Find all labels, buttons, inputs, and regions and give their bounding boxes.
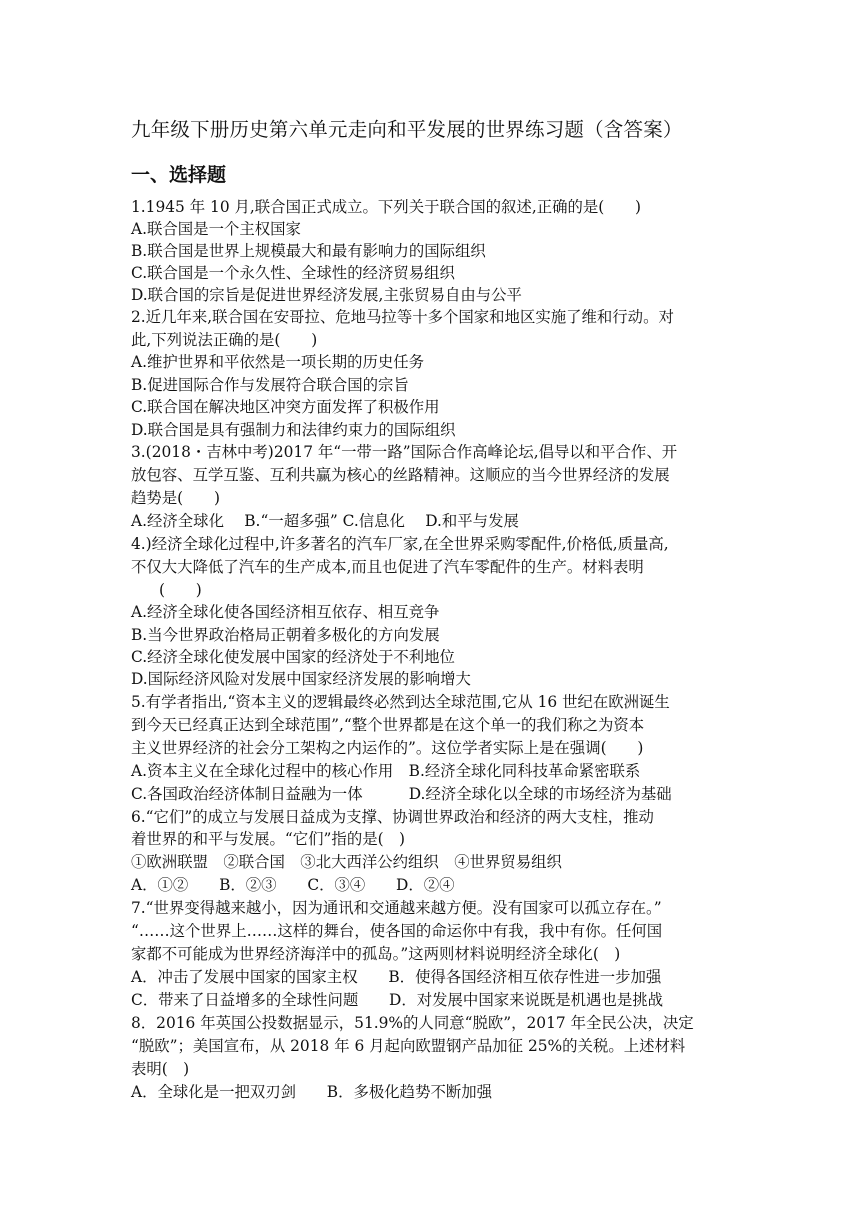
question-6-stem-cont: 着世界的和平与发展。“它们”指的是( )	[131, 830, 405, 848]
question-8-stem-end: 表明( )	[131, 1060, 190, 1078]
question-3-stem-end: 趋势是( )	[131, 489, 220, 507]
question-5-stem-end: 主义世界经济的社会分工架构之内运作的”。这位学者实际上是在强调( )	[131, 739, 644, 757]
question-8-options-ab: A．全球化是一把双刃剑 B．多极化趋势不断加强	[131, 1083, 493, 1101]
question-2-option-b: B.促进国际合作与发展符合联合国的宗旨	[131, 376, 409, 394]
document-title: 九年级下册历史第六单元走向和平发展的世界练习题（含答案）	[131, 118, 683, 141]
question-2-option-d: D.联合国是具有强制力和法律约束力的国际组织	[131, 421, 456, 439]
question-7-stem: 7.“世界变得越来越小，因为通讯和交通越来越方便。没有国家可以孤立存在。”	[131, 899, 662, 917]
question-1-option-c: C.联合国是一个永久性、全球性的经济贸易组织	[131, 264, 455, 282]
question-4-stem-cont: 不仅大大降低了汽车的生产成本,而且也促进了汽车零配件的生产。材料表明	[131, 558, 644, 576]
question-1-option-d: D.联合国的宗旨是促进世界经济发展,主张贸易自由与公平	[131, 286, 522, 304]
question-3-stem-cont: 放包容、互学互鉴、互利共赢为核心的丝路精神。这顺应的当今世界经济的发展	[131, 466, 670, 484]
question-1-stem: 1.1945 年 10 月,联合国正式成立。下列关于联合国的叙述,正确的是( )	[131, 198, 642, 216]
question-5-options-ab: A.资本主义在全球化过程中的核心作用 B.经济全球化同科技革命紧密联系	[131, 762, 641, 780]
question-7-stem-cont: “……这个世界上……这样的舞台，使各国的命运你中有我，我中有你。任何国	[131, 922, 663, 940]
question-7-stem-end: 家都不可能成为世界经济海洋中的孤岛。”这两则材料说明经济全球化( )	[131, 945, 621, 963]
question-4-stem: 4.)经济全球化过程中,许多著名的汽车厂家,在全世界采购零配件,价格低,质量高,	[131, 535, 669, 553]
question-2-stem-cont: 此,下列说法正确的是( )	[131, 331, 318, 349]
question-2-option-a: A.维护世界和平依然是一项长期的历史任务	[131, 353, 425, 371]
question-3-stem: 3.(2018・吉林中考)2017 年“一带一路”国际合作高峰论坛,倡导以和平合作、开	[131, 443, 678, 461]
question-7-options-ab: A．冲击了发展中国家的国家主权 B．使得各国经济相互依存性进一步加强	[131, 968, 662, 986]
question-4-option-a: A.经济全球化使各国经济相互依存、相互竞争	[131, 603, 440, 621]
question-4-option-d: D.国际经济风险对发展中国家经济发展的影响增大	[131, 670, 471, 688]
question-5-stem-cont: 到今天已经真正达到全球范围”,“整个世界都是在这个单一的我们称之为资本	[131, 716, 645, 734]
question-6-items: ①欧洲联盟 ②联合国 ③北大西洋公约组织 ④世界贸易组织	[131, 853, 562, 871]
question-6-stem: 6.“它们”的成立与发展日益成为支撑、协调世界政治和经济的两大支柱，推动	[131, 808, 654, 826]
question-4-answer-blank: ( )	[159, 581, 202, 599]
question-3-options: A.经济全球化 B.“一超多强” C.信息化 D.和平与发展	[131, 512, 519, 530]
question-8-stem: 8．2016 年英国公投数据显示，51.9%的人同意“脱欧”，2017 年全民公决，决定	[131, 1014, 694, 1032]
question-1-option-b: B.联合国是世界上规模最大和最有影响力的国际组织	[131, 242, 486, 260]
question-2-option-c: C.联合国在解决地区冲突方面发挥了积极作用	[131, 398, 440, 416]
question-6-options: A．①② B．②③ C．③④ D．②④	[131, 876, 455, 894]
question-5-stem: 5.有学者指出,“资本主义的逻辑最终必然到达全球范围,它从 16 世纪在欧洲诞生	[131, 693, 670, 711]
question-4-option-b: B.当今世界政治格局正朝着多极化的方向发展	[131, 626, 440, 644]
question-8-stem-cont: “脱欧”；美国宣布，从 2018 年 6 月起向欧盟钢产品加征 25%的关税。上述材料	[131, 1037, 686, 1055]
question-7-options-cd: C．带来了日益增多的全球性问题 D．对发展中国家来说既是机遇也是挑战	[131, 991, 664, 1009]
question-1-option-a: A.联合国是一个主权国家	[131, 220, 301, 238]
question-4-option-c: C.经济全球化使发展中国家的经济处于不利地位	[131, 648, 455, 666]
question-2-stem: 2.近几年来,联合国在安哥拉、危地马拉等十多个国家和地区实施了维和行动。对	[131, 308, 674, 326]
question-5-options-cd: C.各国政治经济体制日益融为一体 D.经济全球化以全球的市场经济为基础	[131, 785, 672, 803]
section-heading: 一、选择题	[131, 164, 227, 186]
